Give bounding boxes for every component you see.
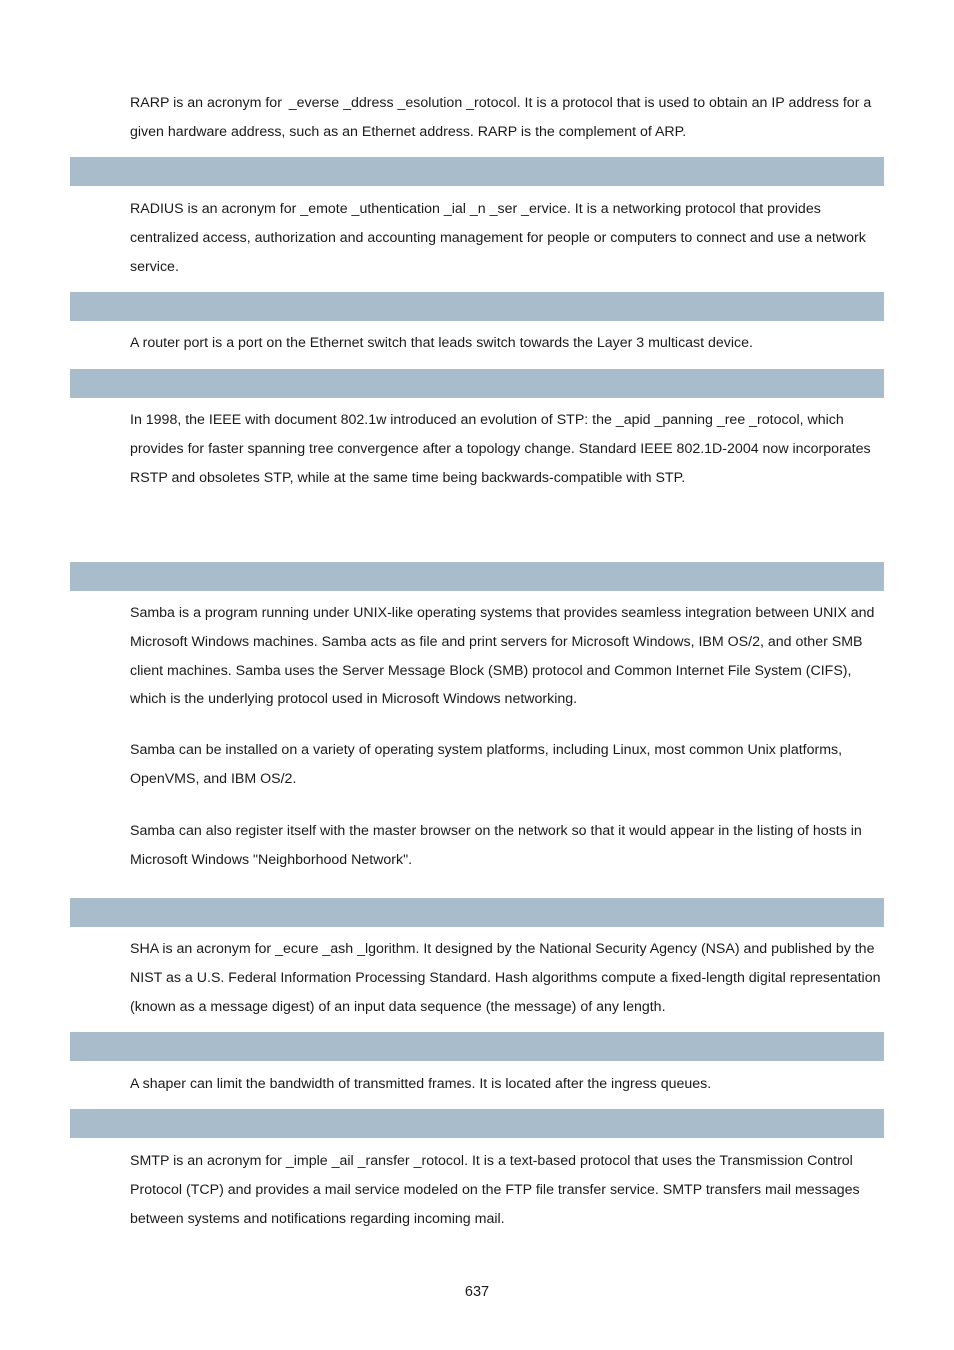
rarp-paragraph: RARP is an acronym for _everse _ddress _esolution _rotocol. It is a protocol that is used to obtain an IP address for a given hardware address, such as an Ethernet address. RARP is the complement of ARP. — [130, 95, 872, 140]
samba-paragraph-3: Samba can also register itself with the master browser on the network so that it would appear in the listing of hosts in Microsoft Windows "Neighborhood Network". — [130, 823, 862, 868]
section-header-bar-samba — [70, 562, 884, 591]
section-header-bar-sha — [70, 898, 884, 927]
samba-paragraph-2: Samba can be installed on a variety of operating system platforms, including Linux, most common Unix platforms, OpenVMS, and IBM OS/2. — [130, 742, 843, 787]
section-header-bar-rstp — [70, 369, 884, 398]
section-header-bar-router-port — [70, 292, 884, 321]
rstp-paragraph: In 1998, the IEEE with document 802.1w introduced an evolution of STP: the _apid _panning _ree _rotocol, which provides for faster spanning tree convergence after a topology change. Standard IEEE 802.1D-2004 now incorporates RSTP and obsoletes STP, while at the same time being backwards-compatible with STP. — [130, 412, 871, 486]
router-port-paragraph: A router port is a port on the Ethernet switch that leads switch towards the Layer 3 multicast device. — [130, 335, 753, 351]
section-header-bar-radius — [70, 157, 884, 186]
sha-paragraph: SHA is an acronym for _ecure _ash _lgorithm. It designed by the National Security Agency (NSA) and published by the NIST as a U.S. Federal Information Processing Standard. Hash algorithms compute a fixed-length digital representation (known as a message digest) of an input data sequence (the message) of any length. — [130, 941, 881, 1015]
section-header-bar-shaper — [70, 1032, 884, 1061]
shaper-paragraph: A shaper can limit the bandwidth of transmitted frames. It is located after the ingress queues. — [130, 1076, 712, 1092]
samba-paragraph-1: Samba is a program running under UNIX-like operating systems that provides seamless integration between UNIX and Microsoft Windows machines. Samba acts as file and print servers for Microsoft Windows, IBM OS/2, and other SMB client machines. Samba uses the Server Message Block (SMB) protocol and Common Internet File System (CIFS), which is the underlying protocol used in Microsoft Windows networking. — [130, 605, 875, 708]
page-number: 637 — [464, 1284, 490, 1300]
section-header-bar-smtp — [70, 1109, 884, 1138]
radius-paragraph: RADIUS is an acronym for _emote _uthentication _ial _n _ser _ervice. It is a networking protocol that provides centralized access, authorization and accounting management for people or computers to connect and use a network service. — [130, 201, 866, 275]
smtp-paragraph: SMTP is an acronym for _imple _ail _ransfer _rotocol. It is a text-based protocol that uses the Transmission Control Protocol (TCP) and provides a mail service modeled on the FTP file transfer service. SMTP transfers mail messages between systems and notifications regarding incoming mail. — [130, 1153, 860, 1227]
